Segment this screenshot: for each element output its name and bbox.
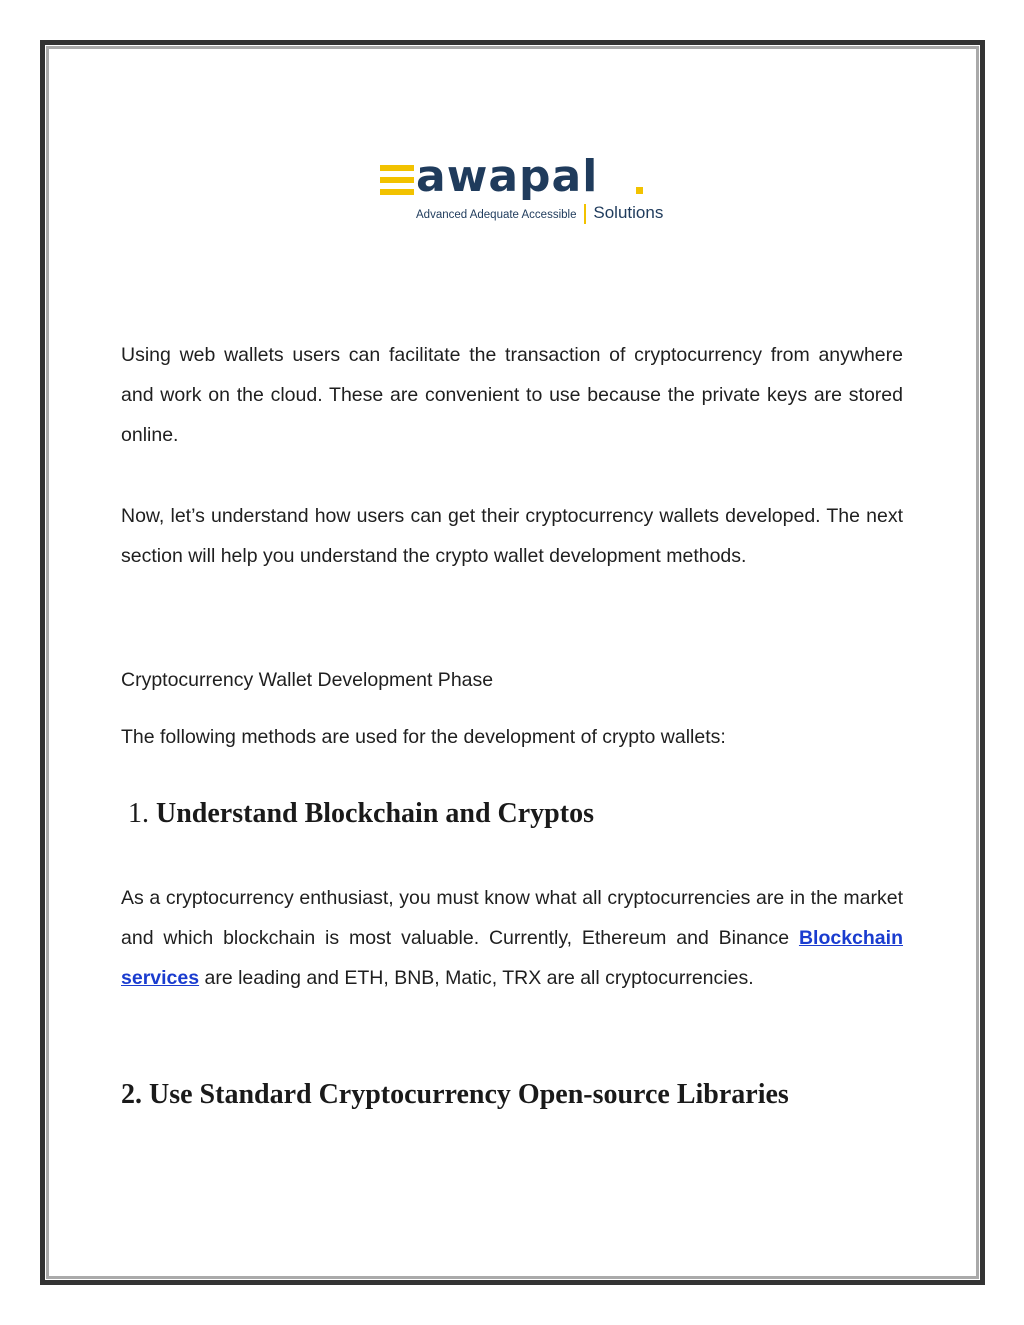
heading-section-1 [128, 798, 918, 830]
logo-tagline: Advanced Adequate Accessible [416, 209, 577, 221]
paragraph-development-phase: Cryptocurrency Wallet Development Phase [121, 669, 494, 691]
section-1-body-before: As a cryptocurrency enthusiast, you must know what all cryptocurrencies are in the market and which blockchain is most valuable. Currently, Ethereum and Binance [121, 887, 903, 949]
paragraph-understand-development: Now, let’s understand how users can get their cryptocurrency wallets developed. The next section will help you understand the crypto wallet development methods. [121, 505, 903, 567]
awapal-logo [378, 151, 664, 233]
paragraph-following-methods: The following methods are used for the development of crypto wallets: [121, 726, 726, 748]
logo-divider [584, 204, 586, 224]
heading-section-1-number: 1. [128, 798, 149, 829]
heading-section-1-title: Understand Blockchain and Cryptos [156, 798, 594, 829]
logo-tagline-solutions: Solutions [593, 203, 664, 222]
logo-wordmark: awapal [416, 151, 599, 202]
paragraph-section-1-body [121, 878, 903, 998]
section-1-body-after: are leading and ETH, BNB, Matic, TRX are all cryptocurrencies. [199, 967, 754, 989]
paragraph-web-wallets: Using web wallets users can facilitate the transaction of cryptocurrency from anywhere and work on the cloud. These are convenient to use because the private keys are stored online. [121, 344, 903, 446]
blockchain-services-link[interactable]: Blockchain services [121, 927, 903, 989]
heading-section-2: 2. Use Standard Cryptocurrency Open-source Libraries [121, 1079, 789, 1110]
